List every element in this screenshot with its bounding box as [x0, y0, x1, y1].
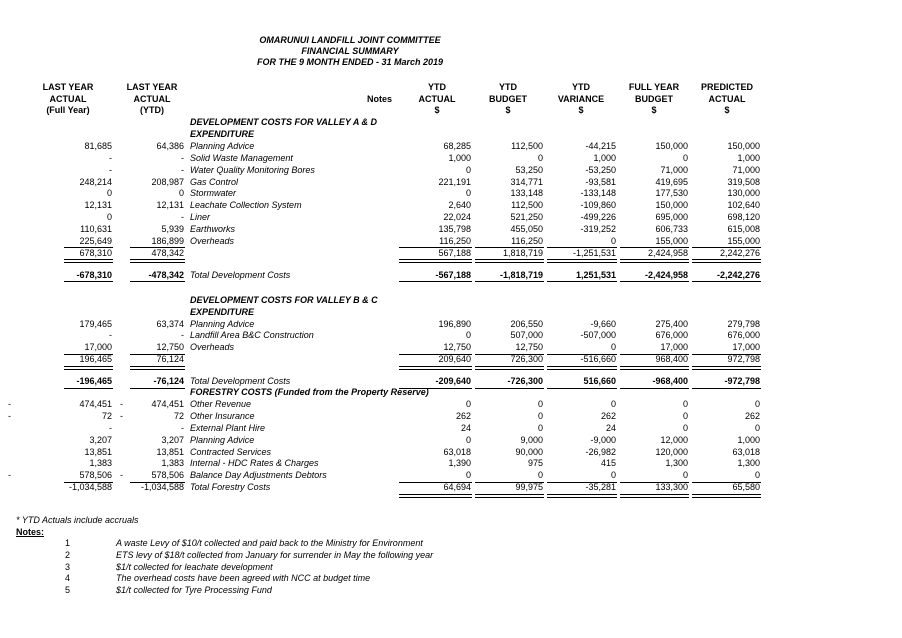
cell-fb: 0 [682, 152, 688, 163]
cell-fb: 150,000 [655, 140, 688, 151]
row-label: Other Insurance [190, 410, 255, 421]
cell-fb: 12,000 [660, 434, 688, 445]
cell-fb: 968,400 [655, 354, 688, 365]
note-number: 3 [64, 561, 70, 572]
cell-fb: 2,424,958 [647, 247, 688, 258]
header-notes: Notes [366, 94, 392, 104]
cell-lyy: 63,374 [156, 318, 184, 329]
cell-ya: -567,188 [435, 269, 471, 280]
cell-pa: -972,798 [724, 376, 760, 387]
cell-pa: 972,798 [727, 354, 760, 365]
cell-ya: 221,191 [438, 176, 471, 187]
cell-lyy: -478,342 [148, 269, 184, 280]
cell-fb: 0 [682, 410, 688, 421]
cell-yv: -93,581 [585, 176, 616, 187]
cell-lyf: -1,034,588 [68, 482, 112, 493]
cell-fb: 155,000 [655, 236, 688, 246]
cell-yv: 24 [605, 422, 616, 433]
cell-lyy: -1,034,588 [140, 482, 184, 493]
cell-pa: 1,300 [737, 458, 760, 469]
cell-ya: 63,018 [443, 446, 471, 457]
cell-pa: 319,508 [727, 176, 760, 187]
row-label: Stormwater [190, 188, 237, 199]
total-double-rule [547, 494, 617, 498]
cell-yv: -26,982 [585, 446, 616, 457]
cell-yb: -726,300 [507, 376, 543, 387]
cell-ya: 0 [465, 188, 471, 199]
cell-yb: 0 [537, 152, 543, 163]
total-double-rule [399, 494, 472, 498]
cell-pa: 262 [744, 410, 760, 421]
cell-yb: 53,250 [515, 164, 543, 175]
cell-lyf: 248,214 [79, 176, 112, 187]
cell-lyf: - [109, 164, 112, 175]
header-predicted: PREDICTED [700, 82, 753, 92]
cell-lyf: 678,310 [79, 247, 112, 258]
row-label: Planning Advice [190, 318, 255, 329]
total-rule [130, 388, 185, 389]
cell-lyy: - [181, 212, 184, 223]
row-label: Overheads [190, 236, 235, 246]
cell-lyf: 196,465 [79, 354, 112, 365]
note-text: The overhead costs have been agreed with NCC at budget time [116, 573, 371, 584]
row-label: Water Quality Monitoring Bores [190, 164, 315, 175]
cell-lyy: 208,987 [151, 176, 184, 187]
cell-lyy: 5,939 [161, 224, 184, 235]
total-rule [64, 388, 113, 389]
section-subtitle: EXPENDITURE [190, 128, 255, 139]
header-predicted: $ [724, 105, 730, 115]
header-ytd-actual: ACTUAL [418, 93, 456, 104]
header-fy-budget: BUDGET [635, 93, 673, 104]
cell-lyy: 13,851 [156, 446, 184, 457]
cell-lyf: 17,000 [84, 342, 112, 353]
notes-heading: Notes: [16, 527, 45, 537]
header-ytd-variance: YTD [572, 82, 590, 92]
cell-lyy: -76,124 [153, 376, 184, 387]
section-title: DEVELOPMENT COSTS FOR VALLEY A & D [190, 117, 378, 127]
cell-ya: -209,640 [435, 376, 471, 387]
total-double-rule [547, 366, 617, 370]
section-subtitle: EXPENDITURE [190, 306, 255, 317]
header-ly-ytd: ACTUAL [133, 93, 171, 104]
cell-pa: 17,000 [732, 342, 760, 353]
cell-fb: 606,733 [655, 224, 688, 235]
total-double-rule [620, 494, 689, 498]
note-text: $1/t collected for Tyre Processing Fund [116, 585, 272, 596]
cell-yv: 516,660 [583, 376, 616, 387]
note-text: A waste Levy of $10/t collected and paid back to the Ministry for Environment [116, 538, 423, 548]
total-rule [692, 281, 761, 282]
cell-ya: 0 [465, 470, 471, 481]
total-rule [547, 388, 617, 389]
cell-lyf: 225,649 [79, 236, 112, 246]
cell-lyy: 64,386 [156, 140, 184, 151]
note-number: 4 [64, 573, 70, 584]
cell-yb: 112,500 [511, 140, 543, 151]
total-label: Total Development Costs [190, 376, 291, 387]
total-double-rule [399, 366, 472, 370]
cell-pa: 2,242,276 [719, 247, 760, 258]
cell-yb: 99,975 [515, 482, 543, 493]
cell-fb: -968,400 [652, 376, 688, 387]
note-number: 5 [64, 585, 70, 596]
total-double-rule [475, 259, 544, 263]
cell-fb: 0 [682, 422, 688, 433]
cell-ya: 0 [465, 164, 471, 175]
row-label: Solid Waste Management [190, 152, 293, 163]
cell-lyy: 12,750 [156, 342, 184, 353]
cell-ya: 2,640 [448, 200, 471, 211]
cell-yv: -44,215 [585, 140, 616, 151]
total-rule [399, 281, 472, 282]
cell-yb: 314,771 [510, 176, 543, 187]
total-double-rule [399, 259, 472, 263]
note-number: 1 [64, 538, 70, 548]
cell-m2: - [120, 470, 123, 481]
cell-yb: 521,250 [510, 212, 543, 223]
total-rule [64, 281, 113, 282]
header-ytd-variance: $ [578, 105, 584, 115]
cell-fb: 275,400 [655, 318, 688, 329]
cell-pa: 150,000 [727, 140, 760, 151]
cell-pa: 102,640 [727, 200, 760, 211]
cell-yb: 0 [537, 422, 543, 433]
cell-lyf: -678,310 [76, 269, 112, 280]
cell-yb: 507,000 [510, 330, 543, 341]
row-label: Leachate Collection System [190, 200, 302, 211]
cell-yb: 455,050 [510, 224, 543, 235]
cell-pa: 279,798 [727, 318, 760, 329]
header-ytd-variance: VARIANCE [557, 93, 605, 104]
total-double-rule [620, 259, 689, 263]
cell-yb: 12,750 [515, 342, 543, 353]
total-double-rule [692, 259, 761, 263]
cell-yv: 0 [610, 236, 616, 246]
cell-lyf: 72 [101, 410, 112, 421]
cell-yb: 975 [527, 458, 543, 469]
header-ytd-budget: $ [505, 105, 511, 115]
total-double-rule [692, 494, 761, 498]
cell-yv: 0 [610, 342, 616, 353]
header-fy-budget: $ [651, 105, 657, 115]
cell-lyy: - [181, 164, 184, 175]
cell-yv: -1,251,531 [572, 247, 616, 258]
header-ly-ytd: (YTD) [140, 105, 164, 115]
cell-pa: 0 [754, 398, 760, 409]
row-label: Gas Control [190, 176, 239, 187]
cell-pa: 0 [754, 470, 760, 481]
row-label: Other Revenue [190, 398, 252, 409]
header-ly-full: LAST YEAR [42, 82, 94, 92]
cell-yb: 0 [537, 470, 543, 481]
cell-lyf: 578,506 [79, 470, 112, 481]
cell-yv: 415 [600, 458, 616, 469]
cell-yv: -9,660 [590, 318, 616, 329]
cell-yb: 133,148 [510, 188, 543, 199]
cell-pa: 1,000 [737, 434, 760, 445]
cell-fb: 695,000 [655, 212, 688, 223]
cell-yb: 1,818,719 [502, 247, 543, 258]
cell-fb: 676,000 [655, 330, 688, 341]
cell-yv: -35,281 [585, 482, 616, 493]
total-label: Total Development Costs [190, 269, 291, 280]
cell-lyf: 81,685 [84, 140, 112, 151]
forestry-title: FORESTRY COSTS (Funded from the Property Reserve) [190, 387, 429, 397]
cell-ya: 262 [455, 410, 471, 421]
total-rule [475, 281, 544, 282]
title-line-1: OMARUNUI LANDFILL JOINT COMMITTEE [259, 35, 441, 45]
note-text: $1/t collected for leachate development [116, 561, 273, 572]
row-label: External Plant Hire [190, 422, 266, 433]
total-rule [130, 281, 185, 282]
cell-ya: 68,285 [443, 140, 471, 151]
header-fy-budget: FULL YEAR [628, 82, 680, 92]
cell-lyy: 474,451 [151, 398, 184, 409]
cell-yb: 206,550 [510, 318, 543, 329]
cell-m: - [8, 470, 11, 481]
cell-yb: 0 [537, 410, 543, 421]
row-label: Landfill Area B&C Construction [190, 330, 314, 341]
total-double-rule [692, 366, 761, 370]
cell-ya: 1,390 [448, 458, 471, 469]
cell-ya: 1,000 [448, 152, 471, 163]
cell-yv: -109,860 [580, 200, 616, 211]
cell-pa: 155,000 [727, 236, 760, 246]
total-double-rule [64, 259, 113, 263]
cell-yv: -9,000 [590, 434, 616, 445]
cell-ya: 567,188 [438, 247, 471, 258]
cell-fb: 0 [682, 398, 688, 409]
cell-yv: 1,251,531 [575, 269, 616, 280]
cell-fb: -2,424,958 [644, 269, 688, 280]
title-line-3: FOR THE 9 MONTH ENDED - 31 March 2019 [256, 57, 444, 67]
cell-lyy: 72 [173, 410, 184, 421]
cell-yb: 726,300 [510, 354, 543, 365]
cell-ya: 209,640 [438, 354, 471, 365]
cell-pa: 130,000 [727, 188, 760, 199]
total-double-rule [475, 366, 544, 370]
cell-lyy: 478,342 [151, 247, 184, 258]
cell-pa: 71,000 [732, 164, 760, 175]
cell-ya: 0 [465, 398, 471, 409]
cell-yb: -1,818,719 [499, 269, 543, 280]
cell-lyf: 1,383 [89, 458, 112, 469]
total-double-rule [64, 366, 113, 370]
cell-yv: 0 [610, 398, 616, 409]
cell-lyy: - [181, 152, 184, 163]
header-ytd-budget: YTD [499, 82, 517, 92]
cell-m: - [8, 398, 11, 409]
total-rule [692, 388, 761, 389]
cell-ya: 12,750 [443, 342, 471, 353]
cell-fb: 120,000 [655, 446, 688, 457]
cell-yb: 0 [537, 398, 543, 409]
cell-yv: 1,000 [593, 152, 616, 163]
cell-fb: 150,000 [655, 200, 688, 211]
cell-lyy: 3,207 [161, 434, 184, 445]
cell-ya: 24 [460, 422, 471, 433]
total-double-rule [547, 259, 617, 263]
cell-lyf: 179,465 [79, 318, 112, 329]
row-label: Internal - HDC Rates & Charges [190, 458, 319, 469]
cell-lyf: -196,465 [76, 376, 112, 387]
cell-lyy: - [181, 330, 184, 341]
cell-lyy: 0 [178, 188, 184, 199]
cell-lyy: - [181, 422, 184, 433]
total-rule [620, 388, 689, 389]
cell-ya: 0 [465, 330, 471, 341]
header-ytd-actual: YTD [428, 82, 446, 92]
section-title: DEVELOPMENT COSTS FOR VALLEY B & C [190, 294, 378, 305]
cell-lyf: 3,207 [89, 434, 112, 445]
cell-fb: 177,530 [655, 188, 688, 199]
cell-ya: 64,694 [443, 482, 471, 493]
row-label: Balance Day Adjustments Debtors [190, 470, 327, 481]
total-double-rule [130, 259, 185, 263]
total-double-rule [130, 366, 185, 370]
cell-m2: - [120, 410, 123, 421]
cell-ya: 196,890 [438, 318, 471, 329]
cell-yv: -133,148 [580, 188, 616, 199]
cell-ya: 0 [465, 434, 471, 445]
cell-pa: 698,120 [727, 212, 760, 223]
header-predicted: ACTUAL [708, 93, 746, 104]
cell-lyy: 12,131 [156, 200, 184, 211]
cell-lyf: 0 [106, 188, 112, 199]
cell-yv: -53,250 [585, 164, 616, 175]
cell-yb: 112,500 [511, 200, 543, 211]
header-ly-ytd: LAST YEAR [126, 82, 178, 92]
total-double-rule [475, 494, 544, 498]
cell-fb: 71,000 [660, 164, 688, 175]
cell-yb: 90,000 [515, 446, 543, 457]
cell-lyf: 13,851 [84, 446, 112, 457]
header-ly-full: ACTUAL [49, 93, 87, 104]
cell-lyf: 110,631 [80, 224, 112, 235]
cell-pa: 615,008 [727, 224, 760, 235]
row-label: Earthworks [190, 224, 236, 235]
row-label: Liner [190, 212, 211, 223]
cell-ya: 22,024 [443, 212, 471, 223]
header-ytd-actual: $ [434, 105, 440, 115]
row-label: Contracted Services [190, 446, 272, 457]
cell-yb: 116,250 [511, 236, 543, 246]
total-rule [620, 281, 689, 282]
cell-ya: 116,250 [439, 236, 471, 246]
cell-pa: -2,242,276 [716, 269, 760, 280]
cell-fb: 1,300 [665, 458, 688, 469]
note-text: ETS levy of $18/t collected from January for surrender in May the following year [116, 549, 434, 560]
cell-lyf: - [109, 152, 112, 163]
cell-ya: 135,798 [438, 224, 471, 235]
cell-lyf: - [109, 422, 112, 433]
cell-lyy: 578,506 [151, 470, 184, 481]
row-label: Planning Advice [190, 140, 255, 151]
cell-fb: 17,000 [660, 342, 688, 353]
cell-m: - [8, 410, 11, 421]
cell-yv: -319,252 [580, 224, 616, 235]
note-number: 2 [64, 549, 70, 560]
header-ytd-budget: BUDGET [489, 93, 527, 104]
cell-lyy: 76,124 [156, 354, 184, 365]
cell-pa: 676,000 [727, 330, 760, 341]
cell-fb: 419,695 [655, 176, 688, 187]
cell-yv: -507,000 [580, 330, 616, 341]
footnote: * YTD Actuals include accruals [16, 515, 139, 525]
cell-yb: 9,000 [520, 434, 543, 445]
cell-yv: -516,660 [580, 354, 616, 365]
cell-lyy: 1,383 [161, 458, 184, 469]
cell-lyf: 12,131 [84, 200, 112, 211]
total-label: Total Forestry Costs [190, 482, 271, 493]
cell-pa: 63,018 [732, 446, 760, 457]
cell-lyf: 0 [106, 212, 112, 223]
total-rule [547, 281, 617, 282]
cell-pa: 65,580 [732, 482, 760, 493]
total-double-rule [620, 366, 689, 370]
cell-lyy: 186,899 [151, 236, 184, 246]
cell-pa: 1,000 [737, 152, 760, 163]
cell-fb: 0 [682, 470, 688, 481]
row-label: Planning Advice [190, 434, 255, 445]
cell-yv: 0 [610, 470, 616, 481]
row-label: Overheads [190, 342, 235, 353]
cell-lyf: 474,451 [79, 398, 112, 409]
cell-lyf: - [109, 330, 112, 341]
cell-m2: - [120, 398, 123, 409]
title-line-2: FINANCIAL SUMMARY [301, 46, 399, 56]
cell-pa: 0 [754, 422, 760, 433]
cell-yv: -499,226 [580, 212, 616, 223]
header-ly-full: (Full Year) [46, 105, 90, 115]
cell-fb: 133,300 [655, 482, 688, 493]
cell-yv: 262 [600, 410, 616, 421]
